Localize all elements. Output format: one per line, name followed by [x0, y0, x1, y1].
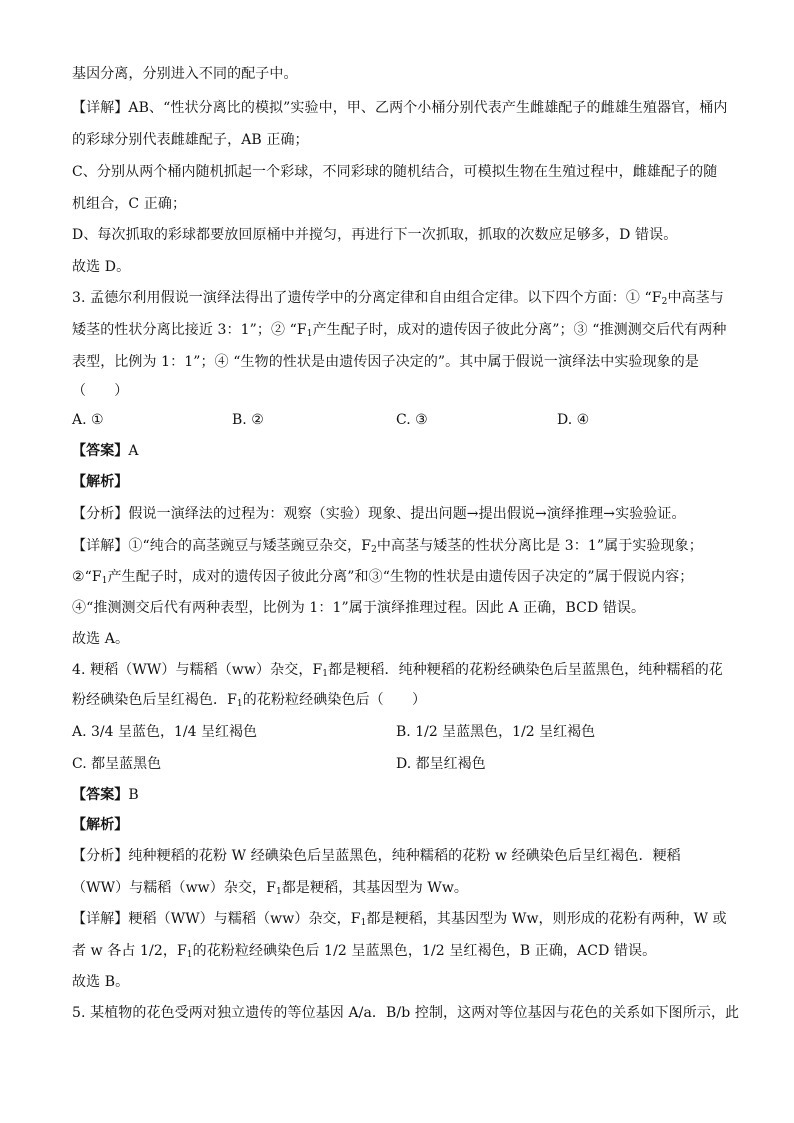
- text: 产生配子时，成对的遗传因子彼此分离”和③“生物的性状是由遗传因子决定的”属于假说内容；: [107, 569, 694, 585]
- option-b: B. 1/2 呈蓝黑色，1/2 呈红褐色: [396, 724, 596, 740]
- text-line: 基因分离，分别进入不同的配子中。: [72, 66, 298, 82]
- answer-tag: 【答案】: [72, 443, 129, 459]
- option-a: A. 3/4 呈蓝色，1/4 呈红褐色: [72, 724, 257, 740]
- detail-line: [72, 909, 734, 929]
- answer-line: [72, 441, 734, 461]
- text-line: D、每次抓取的彩球都要放回原桶中并搅匀，再进行下一次抓取，抓取的次数应足够多，D 错误。: [72, 227, 678, 243]
- xiangjie-tag: 【详解】: [72, 538, 129, 554]
- fenxi-tag: 【分析】: [72, 506, 129, 522]
- detail-line: [72, 536, 734, 556]
- subscript: 1: [322, 669, 329, 679]
- xiangjie-tag: 【详解】: [72, 911, 129, 927]
- question-3-blank: （ ）: [72, 383, 129, 399]
- subscript: 1: [360, 918, 367, 928]
- subscript: 1: [101, 576, 108, 586]
- text: 假说一演绎法的过程为：观察（实验）现象、提出问题→提出假说→演绎推理→实验验证。: [128, 506, 686, 522]
- text: 都是粳稻．纯种粳稻的花粉经碘染色后呈蓝黑色，纯种糯稻的花: [328, 662, 723, 678]
- option-a: A. ①: [72, 412, 104, 428]
- question-3-line: [72, 320, 734, 340]
- answer-tag: 【答案】: [72, 787, 129, 803]
- text: 的花粉粒经碘染色后（ ）: [242, 692, 427, 708]
- option-d: D. 都呈红褐色: [396, 756, 486, 772]
- text: 者 w 各占 1/2，F: [72, 943, 187, 959]
- text: 中高茎与矮茎的性状分离比是 3：1”属于实验现象；: [376, 538, 703, 554]
- text: 纯种粳稻的花粉 W 经碘染色后呈蓝黑色，纯种糯稻的花粉 w 经碘染色后呈红褐色．粳稻: [128, 848, 681, 864]
- analysis-tag: [72, 815, 734, 835]
- question-3-line: 表型，比例为 1：1”；④ “生物的性状是由遗传因子决定的”。其中属于假说一演绎法中实验现象的是: [72, 354, 699, 370]
- subscript: 2: [661, 297, 668, 307]
- choose-line: 故选 A。: [72, 631, 130, 647]
- text: （WW）与糯稻（ww）杂交，F: [72, 880, 276, 896]
- text-line: 的彩球分别代表雌雄配子，AB 正确；: [72, 132, 309, 148]
- text: 矮茎的性状分离比接近 3：1”；② “F: [72, 322, 307, 338]
- text-line: 机组合，C 正确；: [72, 196, 187, 212]
- detail-line: [72, 567, 734, 587]
- text: 都是粳稻，其基因型为 Ww。: [281, 880, 469, 896]
- subscript: 1: [275, 887, 282, 897]
- subscript: 1: [186, 950, 193, 960]
- answer-line: [72, 785, 734, 805]
- question-5-line: 5. 某植物的花色受两对独立遗传的等位基因 A/a．B/b 控制，这两对等位基因与花色的关系如下图所示，此: [72, 1005, 740, 1021]
- text-line: 【详解】AB、“性状分离比的模拟”实验中，甲、乙两个小桶分别代表产生雌雄配子的雌雄生殖器官，桶内: [72, 100, 728, 116]
- text: 粳稻（WW）与糯稻（ww）杂交，F: [128, 911, 361, 927]
- choose-line: 故选 B。: [72, 974, 130, 990]
- answer-value: A: [128, 443, 139, 459]
- analysis-line: [72, 878, 734, 898]
- analysis-line: [72, 504, 734, 524]
- text-line: 故选 D。: [72, 259, 131, 275]
- text: 3. 孟德尔利用假说一演绎法得出了遗传学中的分离定律和自由组合定律。以下四个方面：① “F: [72, 290, 662, 306]
- text: ①“纯合的高茎豌豆与矮茎豌豆杂交，F: [128, 538, 372, 554]
- subscript: 1: [236, 699, 243, 709]
- option-d: D. ④: [557, 412, 590, 428]
- analysis-tag: [72, 472, 734, 492]
- text: 的花粉粒经碘染色后 1/2 呈蓝黑色，1/2 呈红褐色，B 正确，ACD 错误。: [192, 943, 657, 959]
- question-3-line: [72, 288, 734, 308]
- text: 4. 粳稻（WW）与糯稻（ww）杂交，F: [72, 662, 323, 678]
- option-c: C. 都呈蓝黑色: [72, 756, 162, 772]
- text: 粉经碘染色后呈红褐色．F: [72, 692, 237, 708]
- text: 中高茎与: [667, 290, 724, 306]
- detail-line: [72, 941, 734, 961]
- text: 产生配子时，成对的遗传因子彼此分离”；③ “推测测交后代有两种: [312, 322, 727, 338]
- analysis-line: [72, 846, 734, 866]
- option-c: C. ③: [396, 412, 428, 428]
- question-4-line: [72, 690, 734, 710]
- fenxi-tag: 【分析】: [72, 848, 129, 864]
- analysis-label: 【解析】: [72, 474, 129, 490]
- analysis-label: 【解析】: [72, 817, 129, 833]
- subscript: 1: [306, 329, 313, 339]
- text: 都是粳稻，其基因型为 Ww，则形成的花粉有两种，W 或: [366, 911, 727, 927]
- subscript: 2: [371, 545, 377, 555]
- question-4-line: [72, 660, 734, 680]
- text-line: C、分别从两个桶内随机抓起一个彩球，不同彩球的随机结合，可模拟生物在生殖过程中，雌雄配子的随: [72, 164, 718, 180]
- text: ②“F: [72, 569, 102, 585]
- option-b: B. ②: [232, 412, 264, 428]
- answer-value: B: [128, 787, 139, 803]
- detail-line: ④“推测测交后代有两种表型，比例为 1：1”属于演绎推理过程。因此 A 正确，BCD 错误。: [72, 600, 646, 616]
